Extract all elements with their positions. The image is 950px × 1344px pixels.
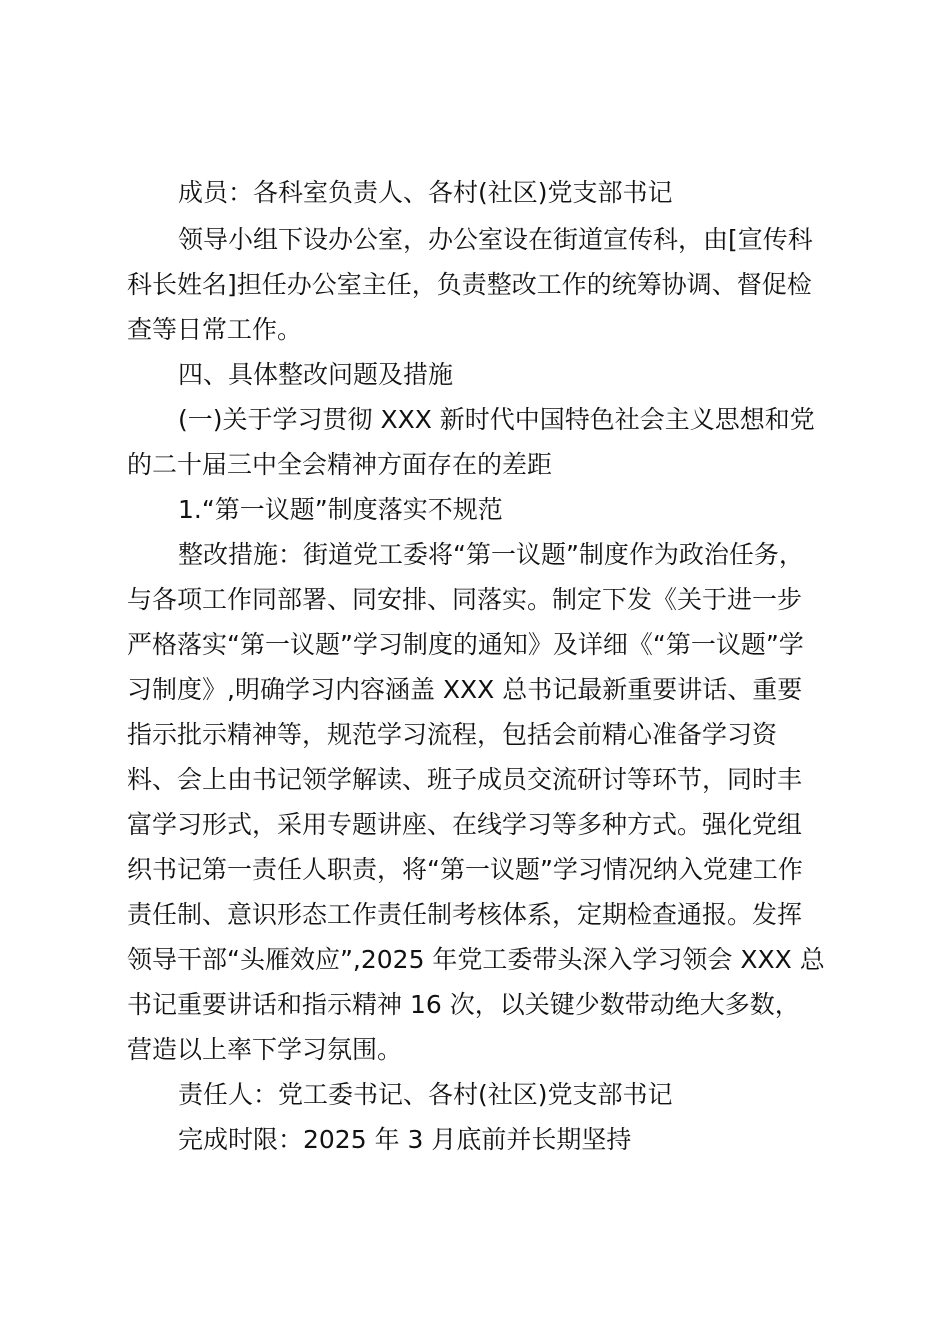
office-paragraph-line-2: 科长姓名]担任办公室主任，负责整改工作的统筹协调、督促检 <box>127 270 812 299</box>
measures-paragraph-line-8: 织书记第一责任人职责，将“第一议题”学习情况纳入党建工作 <box>127 855 803 884</box>
measures-paragraph-line-10: 领导干部“头雁效应”,2025 年党工委带头深入学习领会 XXX 总 <box>127 945 825 974</box>
office-paragraph-line-1: 领导小组下设办公室，办公室设在街道宣传科，由[宣传科 <box>178 225 813 254</box>
subsection-heading-line-2: 的二十届三中全会精神方面存在的差距 <box>127 450 553 479</box>
measures-paragraph-line-7: 富学习形式，采用专题讲座、在线学习等多种方式。强化党组 <box>127 810 803 839</box>
measures-paragraph-line-5: 指示批示精神等，规范学习流程，包括会前精心准备学习资 <box>127 720 778 749</box>
deadline-line: 完成时限：2025 年 3 月底前并长期坚持 <box>178 1125 632 1154</box>
members-line: 成员：各科室负责人、各村(社区)党支部书记 <box>178 178 673 207</box>
measures-paragraph-line-4: 习制度》,明确学习内容涵盖 XXX 总书记最新重要讲话、重要 <box>127 675 803 704</box>
measures-paragraph-line-12: 营造以上率下学习氛围。 <box>127 1035 403 1064</box>
responsible-person-line: 责任人：党工委书记、各村(社区)党支部书记 <box>178 1080 673 1109</box>
measures-paragraph-line-9: 责任制、意识形态工作责任制考核体系，定期检查通报。发挥 <box>127 900 803 929</box>
item-heading: 1.“第一议题”制度落实不规范 <box>178 495 503 524</box>
office-paragraph-line-3: 查等日常工作。 <box>127 315 303 344</box>
subsection-heading-line-1: (一)关于学习贯彻 XXX 新时代中国特色社会主义思想和党 <box>178 405 815 434</box>
section-heading: 四、具体整改问题及措施 <box>178 360 454 389</box>
measures-paragraph-line-11: 书记重要讲话和指示精神 16 次，以关键少数带动绝大多数， <box>127 990 800 1019</box>
measures-paragraph-line-1: 整改措施：街道党工委将“第一议题”制度作为政治任务， <box>178 540 804 569</box>
measures-paragraph-line-2: 与各项工作同部署、同安排、同落实。制定下发《关于进一步 <box>127 585 803 614</box>
measures-paragraph-line-6: 料、会上由书记领学解读、班子成员交流研讨等环节，同时丰 <box>127 765 803 794</box>
measures-paragraph-line-3: 严格落实“第一议题”学习制度的通知》及详细《“第一议题”学 <box>127 630 804 659</box>
